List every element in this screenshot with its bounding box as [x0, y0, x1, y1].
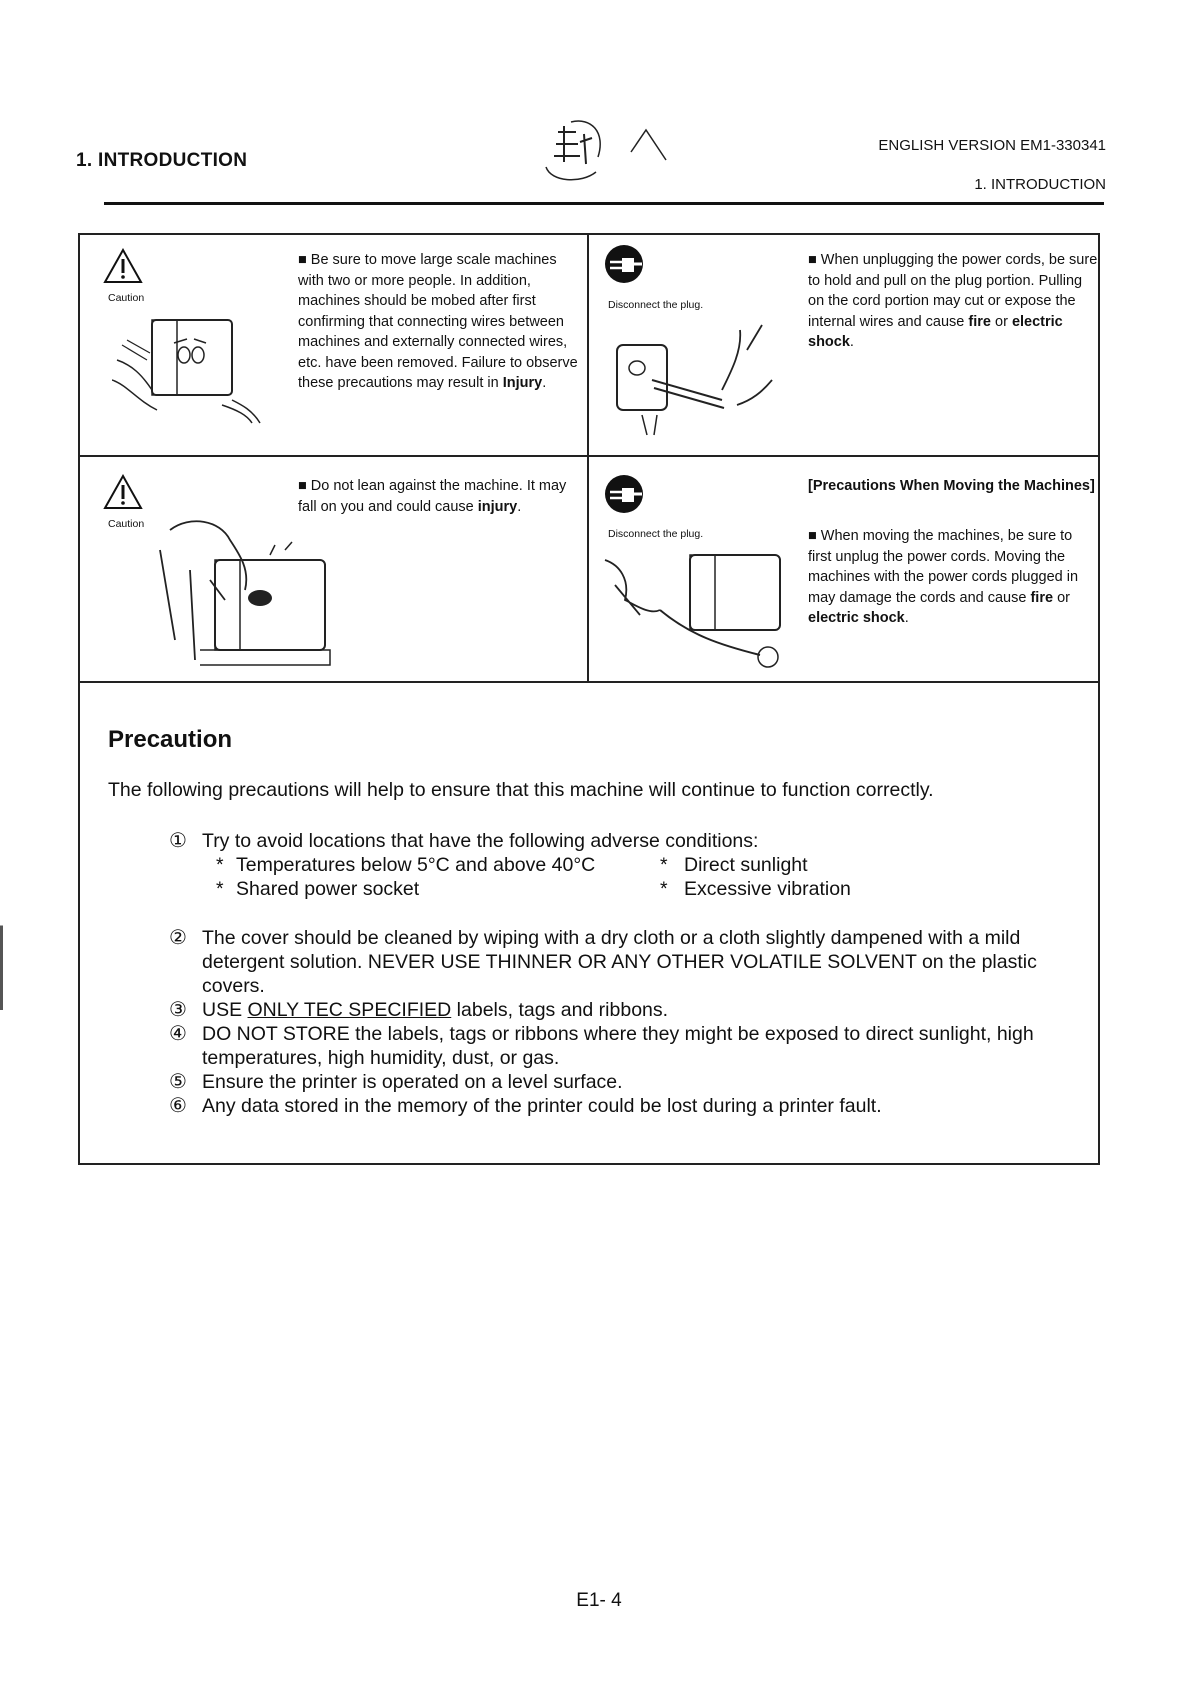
caution-triangle-icon — [103, 248, 143, 284]
moving-unplugged-illustration — [600, 545, 790, 675]
header-rule — [104, 202, 1104, 205]
item-number: ① — [169, 830, 187, 852]
item-text: USE ONLY TEC SPECIFIED labels, tags and ribbons. — [202, 999, 669, 1021]
item-number: ⑤ — [169, 1071, 187, 1093]
cell-text-unplug: ■ When unplugging the power cords, be sure to hold and pull on the plug portion. Pulling on the cord portion may cut or expose the internal wires and cause fire or electric shock. — [808, 252, 1098, 350]
precaution-title: Precaution — [108, 726, 233, 753]
item-number: ④ — [169, 1023, 187, 1045]
condition-power-socket: Shared power socket — [236, 878, 420, 900]
handwritten-stamp — [536, 112, 686, 192]
caution-label: Caution — [108, 518, 145, 530]
precaution-intro: The following precautions will help to ensure that this machine will continue to function correctly. — [108, 779, 934, 801]
moving-heading: [Precautions When Moving the Machines] — [808, 478, 1095, 494]
condition-sunlight: Direct sunlight — [684, 854, 808, 876]
precaution-item-3 — [0, 998, 1198, 1022]
vertical-divider — [587, 233, 589, 681]
item-number: ⑥ — [169, 1095, 187, 1117]
disconnect-plug-icon — [604, 244, 644, 284]
item-text: The cover should be cleaned by wiping with a dry cloth or a cloth slightly dampened with a mild detergent solution. NEVER USE THINNER OR ANY OTHER VOLATILE SOLVENT on the plastic covers. — [202, 927, 1037, 997]
condition-bullet: * — [216, 854, 224, 876]
caution-label: Caution — [108, 292, 145, 304]
section-title: 1. INTRODUCTION — [76, 150, 248, 171]
cell-text-moving: ■ When moving the machines, be sure to first unplug the power cords. Moving the machines with the power cords plugged in may damage the cords and cause fire or electric shock. — [808, 528, 1079, 626]
condition-bullet: * — [660, 878, 668, 900]
condition-bullet: * — [660, 854, 668, 876]
item-text: DO NOT STORE the labels, tags or ribbons where they might be exposed to direct sunlight, high temperatures, high humidity, dust, or gas. — [202, 1023, 1034, 1069]
precaution-item-6 — [0, 1094, 1198, 1118]
condition-bullet: * — [216, 878, 224, 900]
disconnect-plug-label: Disconnect the plug. — [608, 528, 704, 540]
precaution-item-4 — [0, 1022, 1198, 1070]
section-divider — [78, 681, 1100, 683]
version-label: ENGLISH VERSION EM1-330341 — [878, 137, 1106, 154]
unplug-cord-illustration — [612, 320, 782, 440]
precaution-item-5 — [0, 1070, 1198, 1094]
condition-vibration: Excessive vibration — [684, 878, 851, 900]
page-number: E1- 4 — [576, 1590, 622, 1611]
disconnect-plug-icon — [604, 474, 644, 514]
precaution-item-2 — [0, 926, 1198, 998]
cell-text-do-not-lean: ■ Do not lean against the machine. It may fall on you and could cause injury. — [298, 478, 567, 515]
item-text: Try to avoid locations that have the following adverse conditions: — [202, 830, 759, 852]
caution-triangle-icon — [103, 474, 143, 510]
item-number: ③ — [169, 999, 187, 1021]
item-text: Any data stored in the memory of the printer could be lost during a printer fault. — [202, 1095, 882, 1117]
precaution-item-1 — [0, 829, 1198, 909]
item-number: ② — [169, 927, 187, 949]
row-divider-right — [588, 455, 1100, 457]
disconnect-plug-label: Disconnect the plug. — [608, 299, 704, 311]
cell-text-move-machines: ■ Be sure to move large scale machines with two or more people. In addition, machines should be mobed after first confirming that connecting wires between machines and externally connected wires, etc. have been removed. Failure to observe these precautions may result in Injury. — [298, 252, 578, 391]
item-text: Ensure the printer is operated on a level surface. — [202, 1071, 623, 1093]
section-ref: 1. INTRODUCTION — [974, 176, 1106, 193]
condition-temperature: Temperatures below 5°C and above 40°C — [236, 854, 596, 876]
row-divider-left — [78, 455, 588, 457]
moving-machine-illustration — [112, 305, 262, 425]
leaning-person-illustration — [150, 510, 340, 670]
